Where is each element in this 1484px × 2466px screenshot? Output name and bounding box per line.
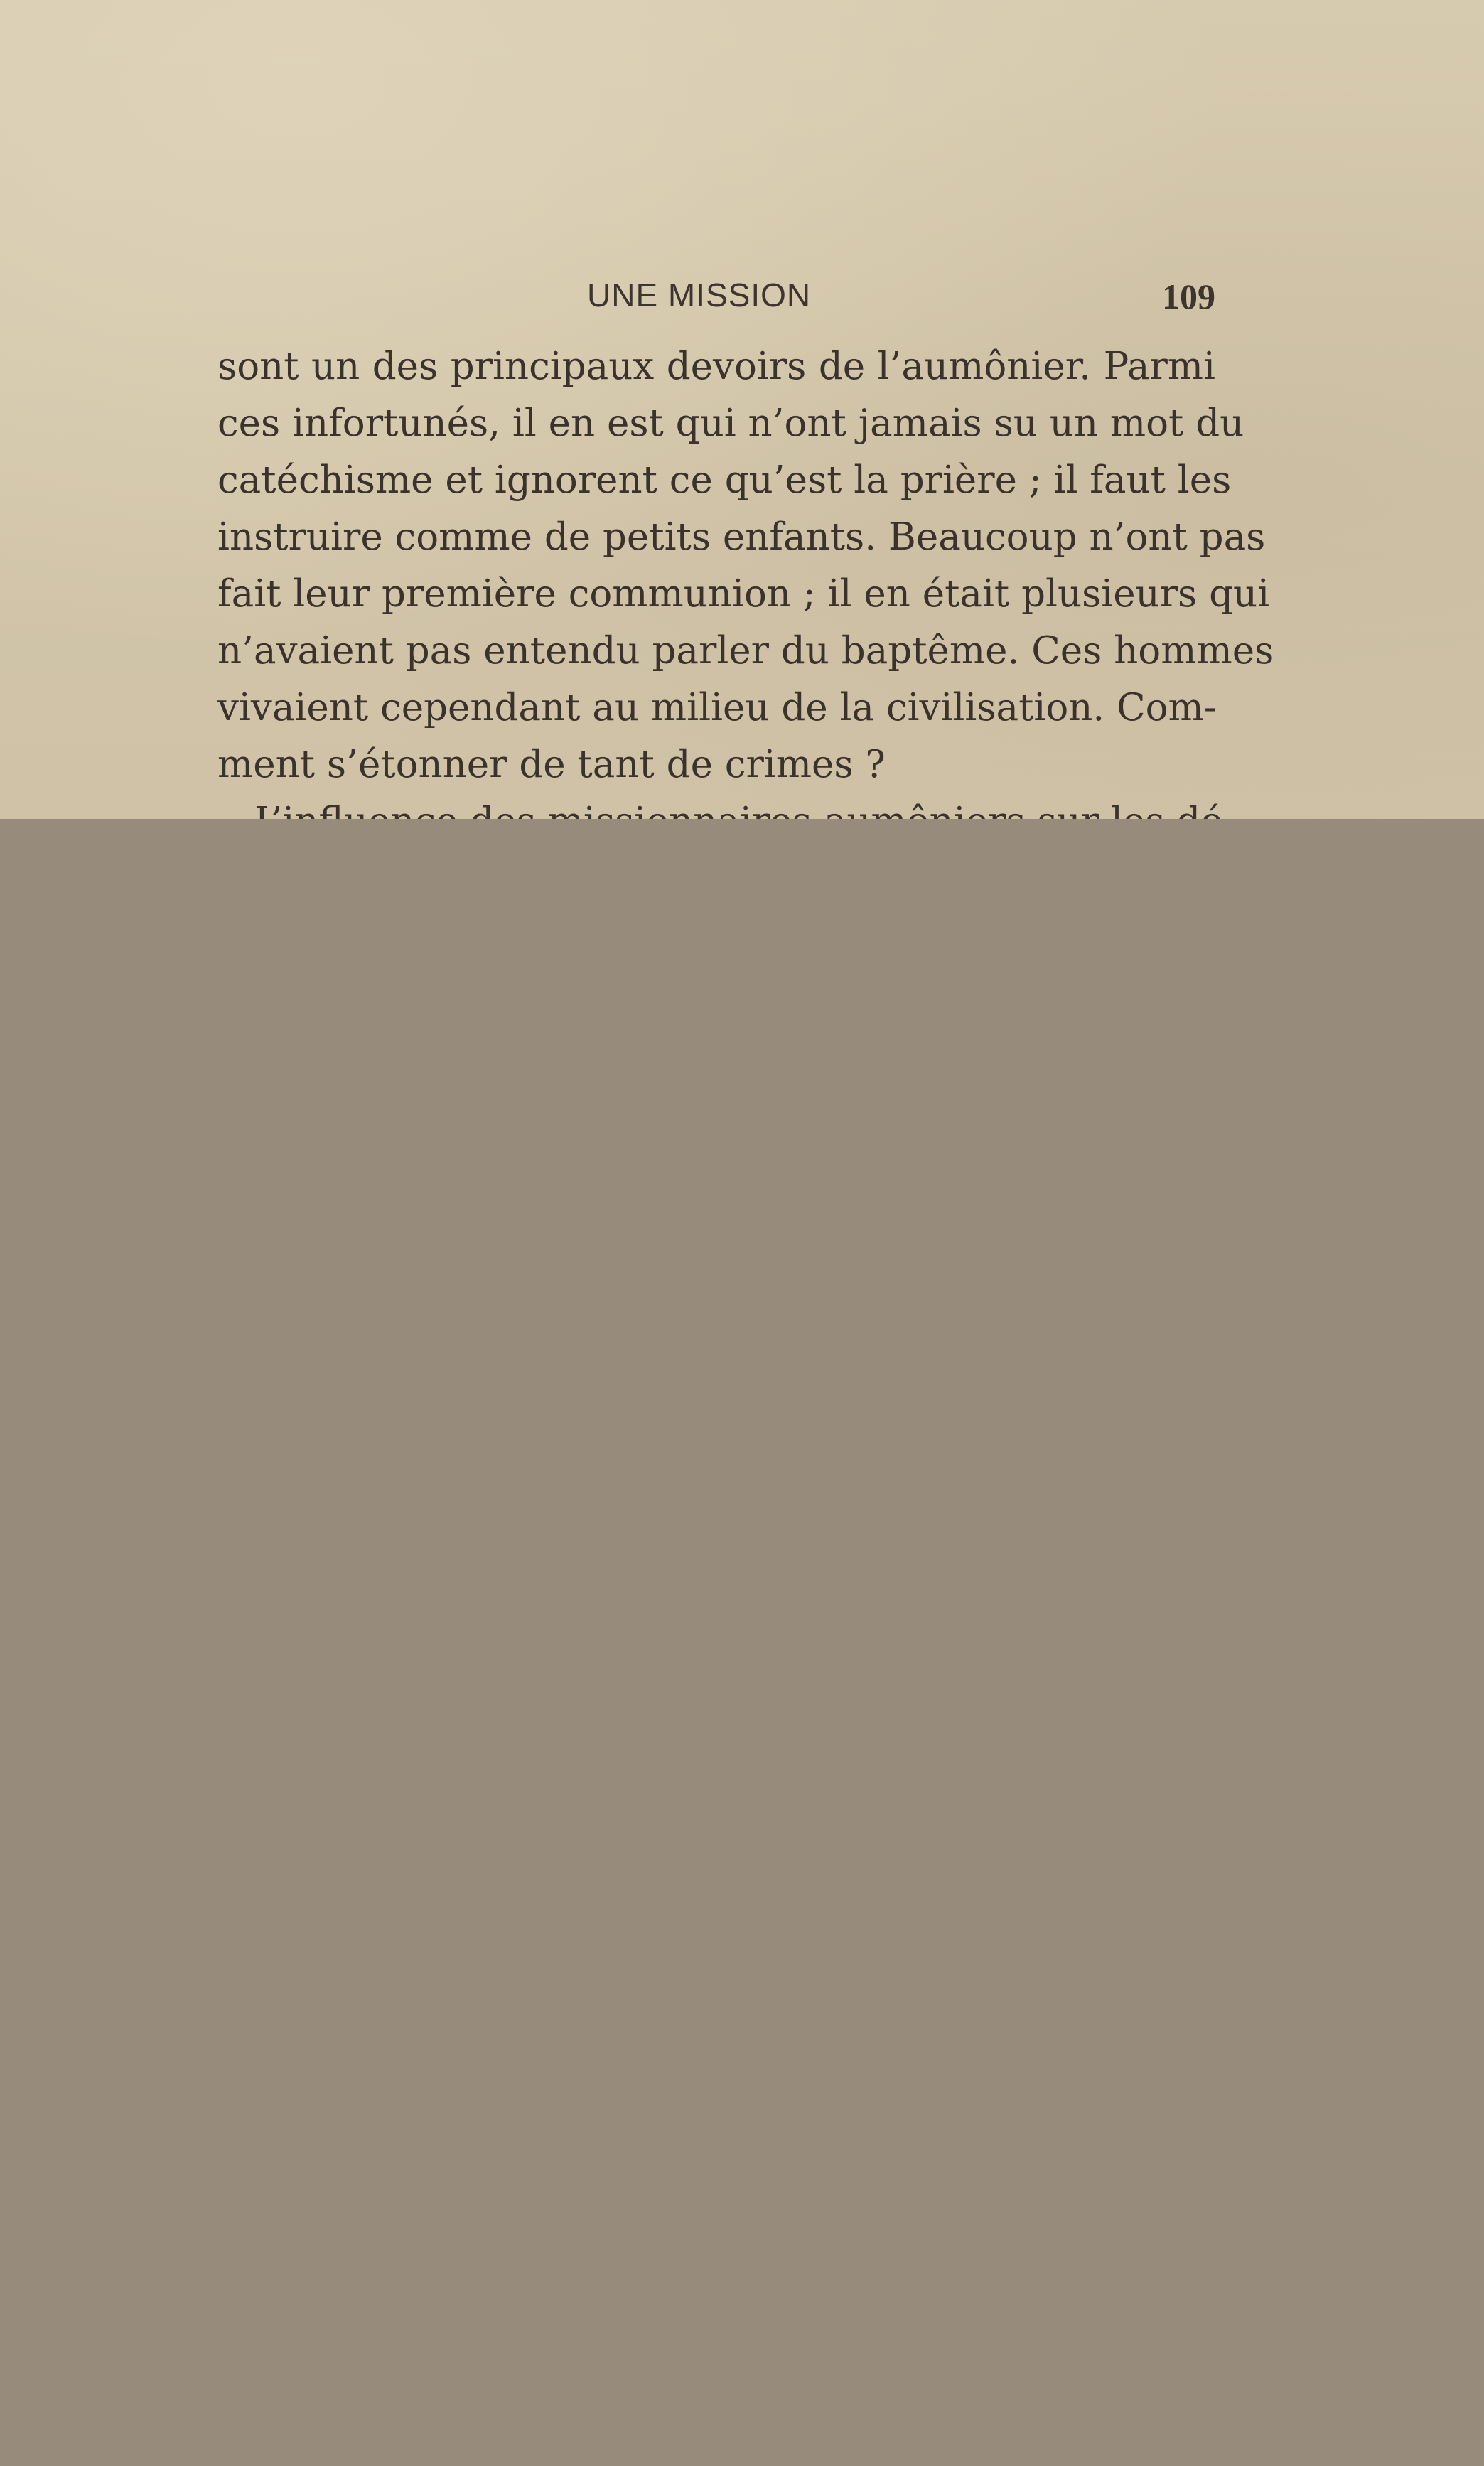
running-title: UNE MISSION (587, 277, 812, 313)
text-line: fait leur première communion ; il en était plusieurs qui (217, 572, 1270, 616)
text-line: sont un des principaux devoirs de l’aumônier. Parmi (217, 345, 1215, 388)
redacted-area (0, 819, 1484, 2466)
book-page (0, 0, 1484, 819)
text-line: ces infortunés, il en est qui n’ont jamais su un mot du (217, 402, 1244, 445)
text-line: catéchisme et ignorent ce qu’est la prière ; il faut les (217, 459, 1232, 502)
page-number: 109 (1162, 277, 1215, 316)
text-line: vivaient cependant au milieu de la civilisation. Com- (217, 686, 1217, 729)
body-text (217, 338, 1274, 793)
running-head (217, 276, 1215, 318)
text-line: instruire comme de petits enfants. Beaucoup n’ont pas (217, 515, 1266, 559)
text-line: ment s’étonner de tant de crimes ? (217, 743, 886, 786)
text-line: n’avaient pas entendu parler du baptême. Ces hommes (217, 629, 1274, 672)
